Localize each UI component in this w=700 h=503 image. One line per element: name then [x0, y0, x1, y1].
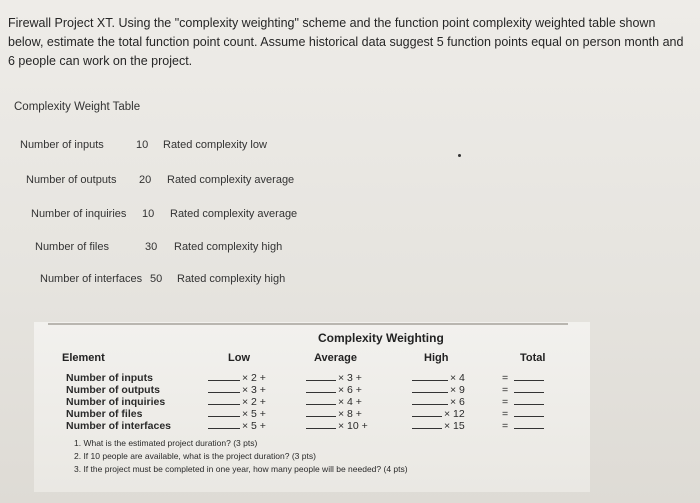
- high-cell: × 4: [412, 372, 465, 384]
- header-high: High: [424, 352, 449, 364]
- spec-count: 10: [142, 208, 155, 220]
- low-cell: × 3 +: [208, 384, 266, 396]
- problem-statement: Firewall Project XT. Using the "complexity weighting" scheme and the function point complexity weighted table shown below, estimate the total function point count. Assume historical data suggest 5 function points equal on person month and 6 people can work on the project.: [8, 16, 684, 68]
- spec-rating: Rated complexity average: [167, 174, 295, 186]
- total-cell: =: [502, 420, 544, 432]
- spec-count: 50: [150, 273, 163, 285]
- average-cell: × 6 +: [306, 384, 368, 396]
- question-item: 2. If 10 people are available, what is the project duration? (3 pts): [74, 451, 316, 461]
- spec-count: 30: [145, 241, 158, 253]
- low-cell: × 2 +: [208, 372, 266, 384]
- header-total: Total: [520, 352, 546, 364]
- low-cell: × 5 +: [208, 420, 266, 432]
- low-column: [208, 372, 266, 432]
- average-cell: × 10 +: [306, 420, 368, 432]
- element-name: Number of inquiries: [66, 396, 166, 408]
- high-cell: × 15: [412, 420, 465, 432]
- spec-rating: Rated complexity high: [177, 273, 286, 285]
- complexity-weighting-title: Complexity Weighting: [318, 331, 444, 345]
- total-cell: =: [502, 384, 544, 396]
- question-item: 1. What is the estimated project duration? (3 pts): [74, 438, 258, 448]
- question-item: 3. If the project must be completed in one year, how many people will be needed? (4 pts): [74, 464, 408, 474]
- total-cell: =: [502, 396, 544, 408]
- spec-count: 20: [139, 174, 152, 186]
- high-cell: × 9: [412, 384, 465, 396]
- spec-rating: Rated complexity high: [174, 241, 283, 253]
- element-name: Number of inputs: [66, 372, 153, 384]
- spec-label: Number of interfaces: [40, 273, 143, 285]
- weight-table-heading: Complexity Weight Table: [14, 101, 141, 113]
- total-cell: =: [502, 408, 544, 420]
- header-element: Element: [62, 352, 105, 364]
- spec-label: Number of outputs: [26, 174, 117, 186]
- total-column: [502, 372, 544, 432]
- stray-mark: [458, 154, 461, 157]
- element-name: Number of interfaces: [66, 420, 172, 432]
- questions-list: [74, 437, 408, 476]
- spec-label: Number of files: [35, 241, 109, 253]
- header-low: Low: [228, 352, 250, 364]
- spec-rating: Rated complexity low: [163, 139, 267, 151]
- low-cell: × 2 +: [208, 396, 266, 408]
- average-cell: × 8 +: [306, 408, 368, 420]
- spec-label: Number of inquiries: [31, 208, 127, 220]
- average-cell: × 3 +: [306, 372, 368, 384]
- element-column: [66, 372, 171, 432]
- table-top-rule: [48, 323, 568, 325]
- element-name: Number of files: [66, 408, 143, 420]
- high-cell: × 12: [412, 408, 465, 420]
- average-column: [306, 372, 368, 432]
- total-cell: =: [502, 372, 544, 384]
- high-column: [412, 372, 465, 432]
- spec-label: Number of inputs: [20, 139, 104, 151]
- high-cell: × 6: [412, 396, 465, 408]
- average-cell: × 4 +: [306, 396, 368, 408]
- spec-rating: Rated complexity average: [170, 208, 298, 220]
- header-average: Average: [314, 352, 358, 364]
- element-name: Number of outputs: [66, 384, 160, 396]
- low-cell: × 5 +: [208, 408, 266, 420]
- spec-count: 10: [136, 139, 149, 151]
